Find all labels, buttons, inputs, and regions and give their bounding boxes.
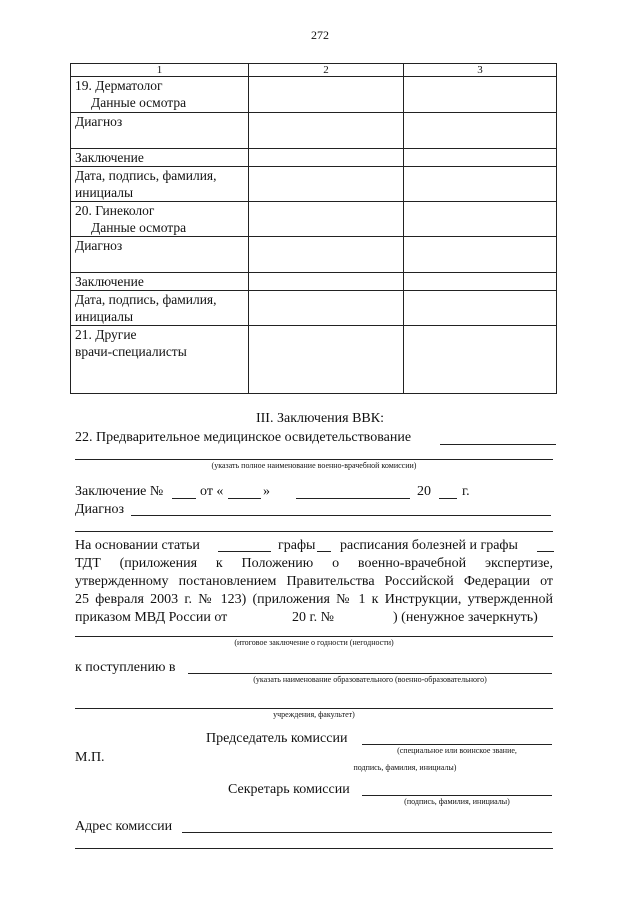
column-header: 1 xyxy=(71,64,249,77)
caption-secretary: (подпись, фамилия, инициалы) xyxy=(404,797,510,806)
secretary-label: Секретарь комиссии xyxy=(228,782,350,797)
initials-label: инициалы xyxy=(75,185,134,200)
exam-data-label: Данные осмотра xyxy=(91,220,187,235)
column-header: 3 xyxy=(404,64,557,77)
address-label: Адрес комиссии xyxy=(75,819,173,834)
conclusion-number-field[interactable] xyxy=(172,498,196,499)
quote-close: » xyxy=(263,484,270,499)
year-field[interactable] xyxy=(439,498,457,499)
final-conclusion-field[interactable] xyxy=(75,636,553,637)
exam-data-label: Данные осмотра xyxy=(91,95,187,110)
column-header: 2 xyxy=(249,64,404,77)
caption-school: (указать наименование образовательного (военно-образовательного) xyxy=(253,675,487,684)
diagnosis-label: Диагноз xyxy=(71,113,249,149)
column-label: графы xyxy=(278,538,316,553)
address-field[interactable] xyxy=(182,832,552,833)
paragraph-line: утвержденному постановлением Правительства Российской Федерации от xyxy=(75,574,553,589)
conclusion-number-label: Заключение № xyxy=(75,484,164,499)
caption-fitness: (итоговое заключение о годности (негодности) xyxy=(234,638,394,647)
column-field[interactable] xyxy=(317,551,331,552)
item-22-label: 22. Предварительное медицинское освидетельствование xyxy=(75,430,412,445)
commission-name-field[interactable] xyxy=(440,444,556,445)
stamp-label: М.П. xyxy=(75,750,105,765)
paragraph-line: ТДТ (приложения к Положению о военно-врачебной экспертизе, xyxy=(75,556,553,571)
table-row xyxy=(71,291,557,326)
commission-name-field-2[interactable] xyxy=(75,459,553,460)
table-header-row xyxy=(71,64,557,77)
institution-field-2[interactable] xyxy=(75,708,553,709)
order-date-label: 20 г. № xyxy=(292,610,335,625)
section-title: III. Заключения ВВК: xyxy=(255,411,384,426)
table-row xyxy=(71,113,557,149)
strike-note: ) (ненужное зачеркнуть) xyxy=(393,610,538,625)
caption-chairman: (специальное или воинское звание, xyxy=(397,746,517,755)
diagnosis-field-2[interactable] xyxy=(75,531,553,532)
article-field[interactable] xyxy=(218,551,271,552)
date-sign-label: Дата, подпись, фамилия, xyxy=(75,292,217,307)
diagnosis-label: Диагноз xyxy=(75,502,125,517)
tdt-column-field[interactable] xyxy=(537,551,554,552)
paragraph-line: 25 февраля 2003 г. № 123) (приложения № 1 к Инструкции, утвержденной xyxy=(75,592,553,607)
date-sign-label: Дата, подпись, фамилия, xyxy=(75,168,217,183)
basis-article-label: На основании статьи xyxy=(75,538,200,553)
page-number: 272 xyxy=(311,28,329,42)
exam-table xyxy=(70,63,557,394)
table-row xyxy=(71,326,557,394)
initials-label: инициалы xyxy=(75,309,134,324)
diagnosis-field[interactable] xyxy=(131,515,551,516)
from-label: от « xyxy=(200,484,224,499)
dermatologist-title: 19. Дерматолог xyxy=(75,78,163,93)
diagnosis-label: Диагноз xyxy=(71,237,249,273)
month-field[interactable] xyxy=(296,498,410,499)
other-specialists-label-2: врачи-специалисты xyxy=(75,344,187,359)
conclusion-label: Заключение xyxy=(71,149,249,167)
chairman-field[interactable] xyxy=(362,744,552,745)
chairman-label: Председатель комиссии xyxy=(206,731,348,746)
institution-field[interactable] xyxy=(188,673,552,674)
day-field[interactable] xyxy=(228,498,261,499)
year-suffix: г. xyxy=(462,484,470,499)
gynecologist-title: 20. Гинеколог xyxy=(75,203,155,218)
year-prefix: 20 xyxy=(417,484,431,499)
table-row xyxy=(71,77,557,113)
caption-chairman-2: подпись, фамилия, инициалы) xyxy=(353,763,457,772)
table-row xyxy=(71,202,557,237)
caption-school-2: учреждения, факультет) xyxy=(273,710,355,719)
table-row xyxy=(71,167,557,202)
address-field-2[interactable] xyxy=(75,848,553,849)
other-specialists-label: 21. Другие xyxy=(75,327,137,342)
table-row xyxy=(71,149,557,167)
admission-label: к поступлению в xyxy=(75,660,176,675)
caption-commission: (указать полное наименование военно-врачебной комиссии) xyxy=(211,461,417,470)
table-row xyxy=(71,273,557,291)
table-row xyxy=(71,237,557,273)
conclusion-label: Заключение xyxy=(71,273,249,291)
order-label: приказом МВД России от xyxy=(75,610,228,625)
schedule-label: расписания болезней и графы xyxy=(340,538,518,553)
secretary-field[interactable] xyxy=(362,795,552,796)
